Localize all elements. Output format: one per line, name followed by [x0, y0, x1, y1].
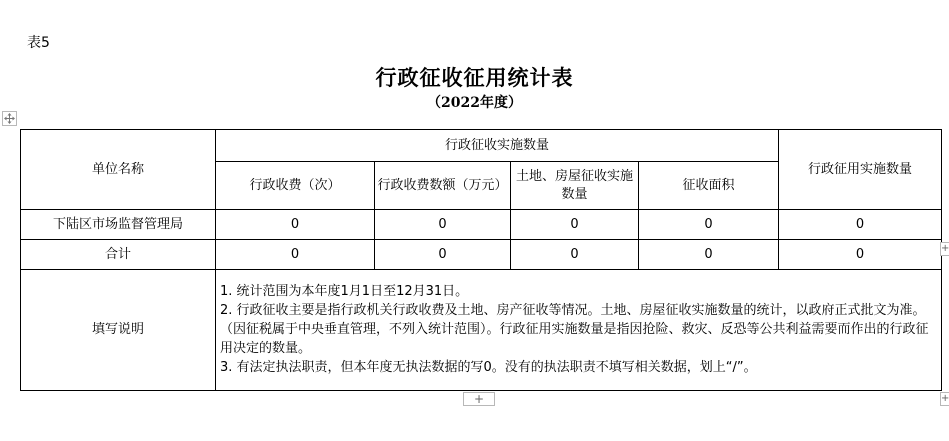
fee-amount-cell[interactable]: 0	[375, 210, 511, 240]
land-house-cell[interactable]: 0	[511, 210, 639, 240]
requisition-count-header: 行政征用实施数量	[779, 130, 942, 210]
note-line-3: 3. 有法定执法职责，但本年度无执法数据的写0。没有的执法职责不填写相关数据，划上“/”。	[220, 360, 757, 375]
area-cell[interactable]: 0	[639, 210, 779, 240]
note-line-2: 2. 行政征收主要是指行政机关行政收费及土地、房产征收等情况。土地、房屋征收实施数量的统计，以政府正式批文为准。 （因征税属于中央垂直管理，不列入统计范围）。行政征用实施数量是指因抢险、救灾、反恐等公共利益需要而作出的行政征用决定的数量。	[220, 303, 933, 356]
requisition-stats-table	[20, 129, 942, 391]
table-number-label: 表5	[27, 35, 50, 51]
add-column-handle-bottom[interactable]: +	[941, 393, 949, 404]
document-subtitle: （2022年度）	[427, 95, 522, 111]
add-row-button[interactable]: +	[463, 392, 495, 406]
total-fee-count-cell[interactable]: 0	[216, 240, 375, 270]
notes-header-cell[interactable]: 填写说明	[21, 270, 216, 391]
table-row	[21, 210, 942, 240]
note-line-1: 1. 统计范围为本年度1月1日至12月31日。	[220, 284, 469, 299]
total-requisition-cell[interactable]: 0	[779, 240, 942, 270]
document-title: 行政征收征用统计表	[375, 65, 574, 90]
fee-count-cell[interactable]: 0	[216, 210, 375, 240]
notes-row	[21, 270, 942, 391]
fee-amount-header: 行政收费数额（万元）	[375, 162, 511, 210]
move-arrows-icon	[4, 113, 15, 124]
unit-name-cell[interactable]: 下陆区市场监督管理局	[21, 210, 216, 240]
header-row-1	[21, 130, 942, 162]
requisition-count-cell[interactable]: 0	[779, 210, 942, 240]
land-house-header: 土地、房屋征收实施数量	[511, 162, 639, 210]
total-area-cell[interactable]: 0	[639, 240, 779, 270]
total-land-house-cell[interactable]: 0	[511, 240, 639, 270]
fee-count-header: 行政收费（次）	[216, 162, 375, 210]
table-move-handle[interactable]	[2, 111, 17, 126]
total-label-cell[interactable]: 合计	[21, 240, 216, 270]
area-header: 征收面积	[639, 162, 779, 210]
unit-name-header: 单位名称	[21, 130, 216, 210]
notes-content-cell[interactable]	[216, 270, 942, 391]
collection-group-header: 行政征收实施数量	[216, 130, 779, 162]
total-fee-amount-cell[interactable]: 0	[375, 240, 511, 270]
add-column-handle-top[interactable]: +	[941, 243, 949, 254]
total-row	[21, 240, 942, 270]
